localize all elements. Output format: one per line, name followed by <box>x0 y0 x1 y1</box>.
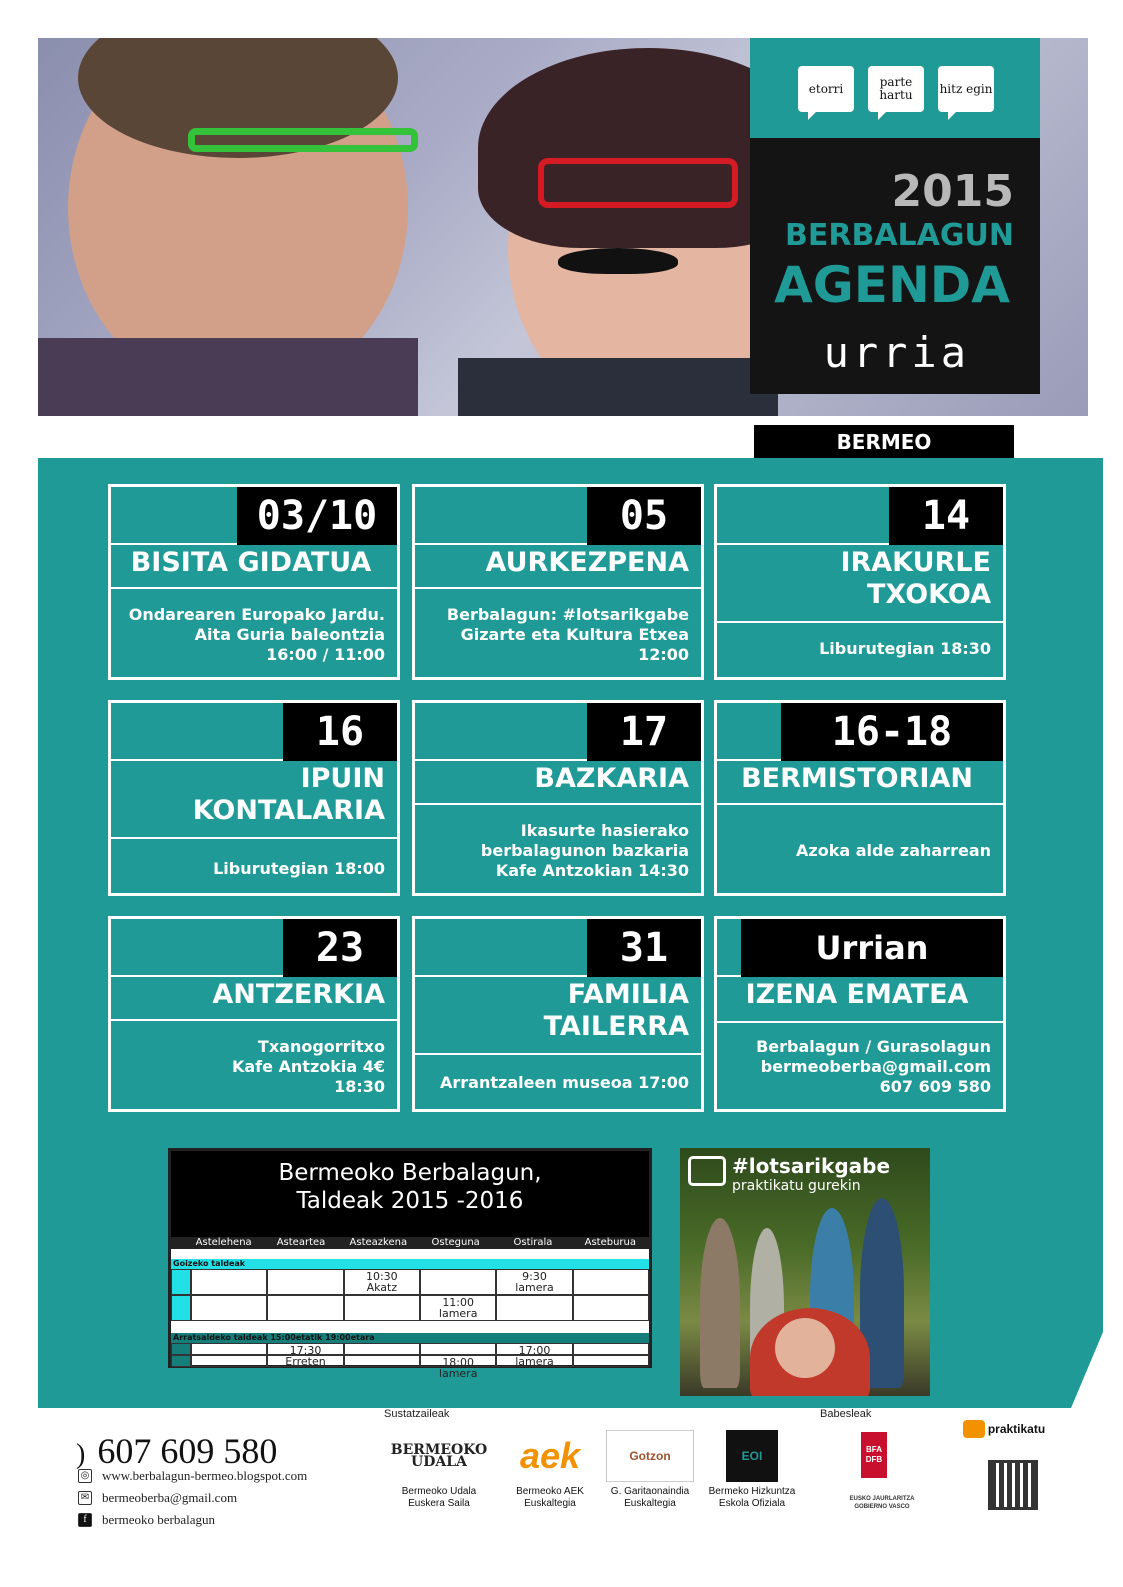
gotzon-logo: Gotzon G. Garitaonaindia Euskaltegia <box>602 1430 698 1510</box>
event-card <box>714 700 1006 896</box>
title-box <box>750 38 1040 394</box>
event-card <box>412 916 704 1112</box>
row-marker <box>171 1355 191 1367</box>
event-date: 05 <box>587 487 701 545</box>
event-details: Txanogorritxo Kafe Antzokia 4€ 18:30 <box>231 1037 385 1096</box>
event-title: AURKEZPENA <box>485 547 689 578</box>
row-marker <box>171 1295 191 1321</box>
row-marker <box>171 1343 191 1355</box>
schedule-cell <box>267 1269 343 1295</box>
green-glasses <box>188 128 418 152</box>
schedule-cell <box>496 1355 572 1367</box>
event-title: IRAKURLE TXOKOA <box>840 547 991 610</box>
row-marker <box>171 1269 191 1295</box>
event-card <box>714 484 1006 680</box>
schedule-cell: 11:00 lamera <box>420 1295 496 1321</box>
web-icon: ◎ <box>78 1469 92 1483</box>
event-date: 31 <box>587 919 701 977</box>
agenda-year: 2015 <box>891 166 1014 217</box>
event-date: 17 <box>587 703 701 761</box>
photo-subtitle: praktikatu gurekin <box>732 1178 861 1194</box>
eusko-jaurlaritza-logo: EUSKO JAURLARITZA GOBIERNO VASCO <box>849 1496 915 1510</box>
morning-groups-grid <box>171 1269 649 1321</box>
schedule-cell <box>191 1295 267 1321</box>
event-date: 16-18 <box>781 703 1003 761</box>
aek-logo: aek Bermeoko AEK Euskaltegia <box>516 1435 584 1509</box>
event-details: Ikasurte hasierako berbalagunon bazkaria Kafe Antzokian 14:30 <box>480 821 689 880</box>
event-title: IZENA EMATEA <box>745 979 969 1010</box>
schedule-cell: 18:00 lamera <box>420 1355 496 1367</box>
event-date: 16 <box>283 703 397 761</box>
event-title: FAMILIA TAILERRA <box>543 979 689 1042</box>
schedule-cell: 17:30 Erreten <box>267 1343 343 1355</box>
event-title: BERMISTORIAN <box>741 763 973 794</box>
person-figure <box>700 1218 740 1388</box>
schedule-cell <box>191 1343 267 1355</box>
agenda-title: AGENDA <box>774 256 1010 314</box>
red-glasses <box>538 158 738 208</box>
event-date: Urrian <box>741 919 1003 977</box>
schedule-cell <box>496 1295 572 1321</box>
qr-code[interactable] <box>988 1460 1038 1510</box>
schedule-cell <box>573 1295 649 1321</box>
afternoon-groups-label: Arratsaldeko taldeak 15:00etatik 19:00etara <box>171 1333 649 1343</box>
schedule-cell <box>344 1343 420 1355</box>
footer-phone[interactable]: ) 607 609 580 <box>76 1431 278 1471</box>
event-title: ANTZERKIA <box>212 979 385 1010</box>
event-title: BAZKARIA <box>534 763 689 794</box>
event-card <box>412 484 704 680</box>
speech-bubble-parte-hartu: parte hartu <box>868 66 924 112</box>
schedule-cell <box>344 1355 420 1367</box>
schedule-cell <box>191 1269 267 1295</box>
event-title: IPUIN KONTALARIA <box>192 763 385 826</box>
event-details: Berbalagun: #lotsarikgabe Gizarte eta Kultura Etxea 12:00 <box>446 605 689 664</box>
agenda-month: urria <box>823 328 970 377</box>
schedule-cell: 10:30 Akatz <box>344 1269 420 1295</box>
event-date: 23 <box>283 919 397 977</box>
event-card <box>108 916 400 1112</box>
person-face <box>775 1318 835 1378</box>
event-details: Ondarearen Europako Jardu. Aita Guria baleontzia 16:00 / 11:00 <box>128 605 385 664</box>
schedule-cell <box>573 1269 649 1295</box>
facebook-icon: f <box>78 1513 92 1527</box>
schedule-cell <box>344 1295 420 1321</box>
schedule-days: Astelehena Asteartea Asteazkena Osteguna Ostirala Asteburua <box>171 1237 649 1249</box>
speech-bubble-icon <box>688 1156 726 1186</box>
bfa-dfb-logo: BFA DFB <box>834 1432 914 1482</box>
speech-bubble-hitz-egin: hitz egin <box>938 66 994 112</box>
schedule-cell <box>267 1295 343 1321</box>
lotsarikgabe-photo <box>680 1148 930 1396</box>
morning-groups-label: Goizeko taldeak <box>171 1259 649 1269</box>
eoi-logo: EOI Bermeko Hizkuntza Eskola Ofiziala <box>702 1430 802 1510</box>
afternoon-groups-grid <box>171 1343 649 1380</box>
bermeoko-udala-logo: BERMEOKO UDALA Bermeoko Udala Euskera Saila <box>390 1442 488 1509</box>
event-details: Berbalagun / Gurasolagun bermeoberba@gmail.com 607 609 580 <box>756 1037 991 1096</box>
event-details: Liburutegian 18:00 <box>213 859 385 878</box>
schedule-cell <box>420 1343 496 1355</box>
schedule-cell <box>191 1355 267 1367</box>
speech-bubble-icon <box>963 1420 985 1438</box>
event-card <box>108 484 400 680</box>
schedule-cell <box>573 1355 649 1367</box>
event-details: Azoka alde zaharrean <box>796 841 991 860</box>
event-details: Liburutegian 18:30 <box>819 639 991 658</box>
event-card <box>412 700 704 896</box>
event-title: BISITA GIDATUA <box>130 547 372 578</box>
event-card <box>714 916 1006 1112</box>
agenda-subtitle: BERBALAGUN <box>785 218 1014 253</box>
praktikatu-logo: praktikatu <box>958 1420 1050 1438</box>
event-date: 14 <box>889 487 1003 545</box>
woman-shirt <box>458 358 778 416</box>
event-date: 03/10 <box>237 487 397 545</box>
town-label: BERMEO <box>754 425 1014 459</box>
schedule-cell <box>420 1269 496 1295</box>
schedule-cell: 17:00 lamera <box>496 1343 572 1355</box>
man-shirt <box>38 338 418 416</box>
schedule-cell <box>573 1343 649 1355</box>
footer-facebook[interactable]: f bermeoko berbalagun <box>78 1512 215 1528</box>
schedule-cell: 9:30 lamera <box>496 1269 572 1295</box>
footer-web[interactable]: ◎ www.berbalagun-bermeo.blogspot.com <box>78 1468 307 1484</box>
event-details: Arrantzaleen museoa 17:00 <box>440 1073 689 1092</box>
mustache-prop <box>558 248 678 274</box>
footer-email[interactable]: ✉ bermeoberba@gmail.com <box>78 1490 237 1506</box>
mail-icon: ✉ <box>78 1491 92 1505</box>
group-schedule <box>168 1148 652 1380</box>
speech-bubble-etorri: etorri <box>798 66 854 112</box>
event-card <box>108 700 400 896</box>
phone-icon: ) <box>76 1439 86 1470</box>
schedule-cell <box>267 1355 343 1367</box>
schedule-title: Bermeoko Berbalagun, Taldeak 2015 -2016 <box>171 1151 649 1237</box>
promoters-label: Sustatzaileak <box>384 1408 450 1420</box>
sponsors-label: Babesleak <box>820 1408 872 1420</box>
photo-hashtag: #lotsarikgabe <box>732 1154 891 1178</box>
